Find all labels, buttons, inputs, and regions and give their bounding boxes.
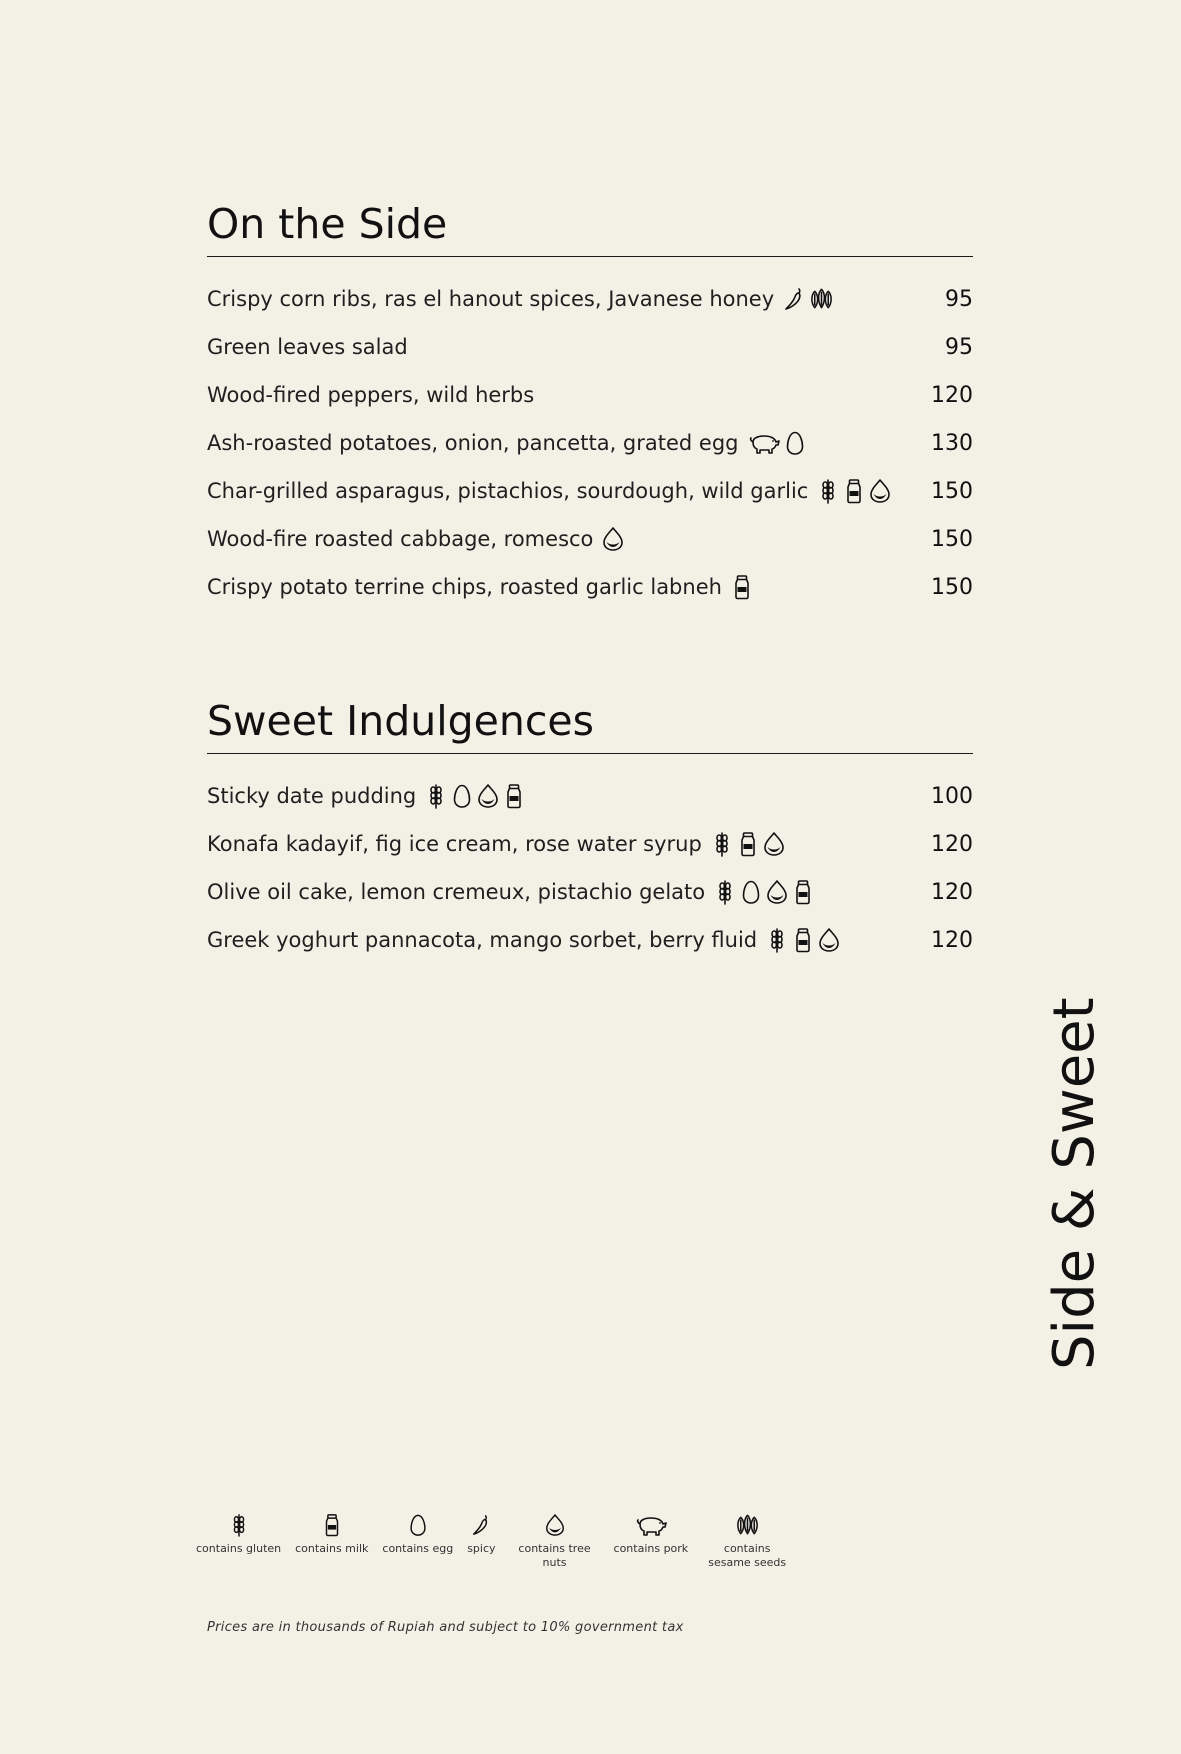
allergen-icons bbox=[765, 927, 841, 953]
section-sweet-indulgences bbox=[207, 697, 973, 964]
legend-label: spicy bbox=[467, 1542, 496, 1555]
tree-nut-icon bbox=[765, 879, 789, 905]
legend-label: contains milk bbox=[295, 1542, 369, 1555]
section-divider bbox=[207, 256, 973, 257]
spicy-icon bbox=[782, 286, 806, 312]
tree-nut-icon bbox=[868, 478, 892, 504]
menu-item-details bbox=[207, 574, 754, 600]
menu-item-details bbox=[207, 783, 526, 809]
tree-nut-icon bbox=[544, 1512, 566, 1538]
item-list bbox=[207, 772, 973, 964]
menu-item-name: Wood-fired peppers, wild herbs bbox=[207, 383, 535, 407]
menu-item bbox=[207, 916, 973, 964]
legend-label: contains gluten bbox=[196, 1542, 282, 1555]
menu-item-name: Wood-fire roasted cabbage, romesco bbox=[207, 527, 594, 551]
gluten-icon bbox=[816, 478, 840, 504]
menu-item-details bbox=[207, 478, 892, 504]
section-title: On the Side bbox=[207, 200, 448, 248]
menu-item-price: 130 bbox=[931, 430, 973, 456]
menu-item-name: Char-grilled asparagus, pistachios, sourdough, wild garlic bbox=[207, 479, 809, 503]
menu-item-price: 95 bbox=[945, 334, 973, 360]
milk-icon bbox=[791, 879, 815, 905]
menu-item bbox=[207, 515, 973, 563]
legend-item bbox=[295, 1512, 368, 1570]
milk-icon bbox=[730, 574, 754, 600]
egg-icon bbox=[450, 783, 474, 809]
vertical-page-title: Side & Sweet bbox=[1042, 997, 1107, 1370]
legend-item bbox=[614, 1512, 689, 1570]
menu-item-price: 95 bbox=[945, 286, 973, 312]
tree-nut-icon bbox=[476, 783, 500, 809]
allergen-icons bbox=[601, 526, 625, 552]
menu-item-details bbox=[207, 879, 815, 905]
section-divider bbox=[207, 753, 973, 754]
menu-item-price: 120 bbox=[931, 927, 973, 953]
legend-label: contains tree nuts bbox=[518, 1542, 591, 1569]
menu-item-details bbox=[207, 430, 807, 456]
legend-item bbox=[196, 1512, 281, 1570]
allergen-icons bbox=[710, 831, 786, 857]
menu-item-price: 150 bbox=[931, 478, 973, 504]
legend-label: contains egg bbox=[382, 1542, 454, 1555]
menu-item-price: 120 bbox=[931, 831, 973, 857]
menu-item bbox=[207, 868, 973, 916]
menu-item-details bbox=[207, 383, 534, 407]
menu-item bbox=[207, 275, 973, 323]
menu-item-name: Greek yoghurt pannacota, mango sorbet, berry fluid bbox=[207, 928, 758, 952]
gluten-icon bbox=[424, 783, 448, 809]
menu-item-name: Konafa kadayif, fig ice cream, rose water syrup bbox=[207, 832, 702, 856]
allergen-icons bbox=[782, 286, 835, 312]
item-list bbox=[207, 275, 973, 611]
menu-item-price: 150 bbox=[931, 526, 973, 552]
pork-icon bbox=[747, 430, 781, 456]
menu-item bbox=[207, 820, 973, 868]
menu-item-name: Crispy potato terrine chips, roasted garlic labneh bbox=[207, 575, 722, 599]
menu-item-price: 120 bbox=[931, 879, 973, 905]
milk-icon bbox=[791, 927, 815, 953]
gluten-icon bbox=[710, 831, 734, 857]
tree-nut-icon bbox=[762, 831, 786, 857]
price-footnote: Prices are in thousands of Rupiah and subject to 10% government tax bbox=[207, 1620, 684, 1635]
menu-item-name: Ash-roasted potatoes, onion, pancetta, grated egg bbox=[207, 431, 739, 455]
menu-item-details bbox=[207, 927, 841, 953]
gluten-icon bbox=[713, 879, 737, 905]
allergen-icons bbox=[424, 783, 526, 809]
allergen-icons bbox=[747, 430, 807, 456]
tree-nut-icon bbox=[601, 526, 625, 552]
legend-label: contains pork bbox=[613, 1542, 689, 1555]
egg-icon bbox=[783, 430, 807, 456]
legend-item bbox=[382, 1512, 453, 1570]
sesame-icon bbox=[734, 1512, 761, 1538]
allergen-icons bbox=[713, 879, 815, 905]
menu-item-price: 120 bbox=[931, 382, 973, 408]
section-title: Sweet Indulgences bbox=[207, 697, 594, 745]
menu-item-details bbox=[207, 526, 625, 552]
menu-item bbox=[207, 419, 973, 467]
menu-item-name: Green leaves salad bbox=[207, 335, 408, 359]
sesame-icon bbox=[808, 286, 835, 312]
legend-item bbox=[702, 1512, 792, 1570]
legend-item bbox=[467, 1512, 495, 1570]
milk-icon bbox=[502, 783, 526, 809]
menu-item-price: 150 bbox=[931, 574, 973, 600]
menu-item bbox=[207, 467, 973, 515]
egg-icon bbox=[739, 879, 763, 905]
pork-icon bbox=[634, 1512, 668, 1538]
milk-icon bbox=[842, 478, 866, 504]
menu-item-details bbox=[207, 831, 786, 857]
menu-item-name: Sticky date pudding bbox=[207, 784, 417, 808]
menu-item-price: 100 bbox=[931, 783, 973, 809]
egg-icon bbox=[407, 1512, 429, 1538]
menu-item-details bbox=[207, 335, 408, 359]
milk-icon bbox=[736, 831, 760, 857]
section-on-the-side bbox=[207, 200, 973, 611]
allergen-icons bbox=[816, 478, 892, 504]
milk-icon bbox=[321, 1512, 343, 1538]
spicy-icon bbox=[470, 1512, 492, 1538]
legend-label: contains sesame seeds bbox=[708, 1542, 787, 1569]
allergen-icons bbox=[730, 574, 754, 600]
menu-item-name: Crispy corn ribs, ras el hanout spices, Javanese honey bbox=[207, 287, 775, 311]
tree-nut-icon bbox=[817, 927, 841, 953]
legend-item bbox=[510, 1512, 600, 1570]
menu-item-name: Olive oil cake, lemon cremeux, pistachio gelato bbox=[207, 880, 706, 904]
menu-item bbox=[207, 772, 973, 820]
gluten-icon bbox=[228, 1512, 250, 1538]
menu-item-details bbox=[207, 286, 835, 312]
allergen-legend bbox=[196, 1512, 806, 1570]
menu-item bbox=[207, 371, 973, 419]
menu-item bbox=[207, 563, 973, 611]
menu-item bbox=[207, 323, 973, 371]
gluten-icon bbox=[765, 927, 789, 953]
